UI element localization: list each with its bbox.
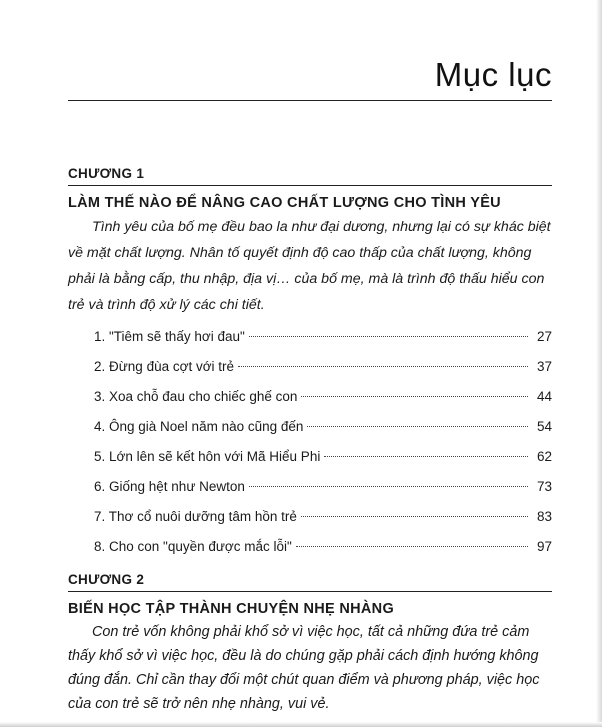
toc-entry-title: 2. Đừng đùa cợt với trẻ (94, 359, 235, 374)
chapter-intro: Con trẻ vốn không phải khổ sở vì việc học, tất cả những đứa trẻ cảm thấy khổ sở vì việc học, đều là do chúng gặp phải cách định hướng không đúng đắn. Chỉ cần thay đổi một chút quan điểm và phương pháp, việc học của con trẻ sẽ trở nên nhẹ nhàng, vui vẻ. (68, 624, 540, 712)
toc-page-number: 27 (536, 329, 552, 344)
toc-leader-dots (324, 456, 528, 457)
toc-entry[interactable] (68, 472, 552, 502)
toc-leader-dots (238, 366, 528, 367)
chapter-heading: LÀM THẾ NÀO ĐỂ NÂNG CAO CHẤT LƯỢNG CHO TÌNH YÊU (68, 195, 501, 211)
toc-list (68, 322, 552, 562)
toc-entry-title: 6. Giống hệt như Newton (94, 479, 245, 494)
toc-entry-title: 3. Xoa chỗ đau cho chiếc ghế con (94, 389, 298, 404)
scan-bottom-shadow (0, 722, 602, 727)
toc-entry-title: 8. Cho con "quyền được mắc lỗi" (94, 539, 292, 554)
toc-entry[interactable] (68, 382, 552, 412)
toc-leader-dots (301, 396, 528, 397)
chapter-label: CHƯƠNG 1 (68, 166, 552, 186)
toc-leader-dots (307, 426, 528, 427)
chapter-1-section (68, 166, 552, 562)
chapter-label: CHƯƠNG 2 (68, 572, 552, 592)
toc-page-number: 54 (536, 419, 552, 434)
toc-entry-title: 5. Lớn lên sẽ kết hôn với Mã Hiểu Phi (94, 449, 321, 464)
toc-entry[interactable] (68, 352, 552, 382)
toc-entry[interactable] (68, 502, 552, 532)
toc-page-number: 62 (536, 449, 552, 464)
scan-edge-shadow (596, 0, 602, 727)
chapter-heading: BIẾN HỌC TẬP THÀNH CHUYỆN NHẸ NHÀNG (68, 601, 395, 617)
chapter-2-section (68, 572, 552, 716)
toc-leader-dots (301, 516, 528, 517)
toc-leader-dots (296, 546, 528, 547)
toc-page-number: 97 (536, 539, 552, 554)
toc-entry[interactable] (68, 322, 552, 352)
title-divider (68, 100, 552, 101)
toc-page-number: 37 (536, 359, 552, 374)
toc-entry-title: 1. "Tiêm sẽ thấy hơi đau" (94, 329, 245, 344)
toc-entry[interactable] (68, 442, 552, 472)
toc-leader-dots (249, 336, 528, 337)
page-title: Mục lục (434, 56, 552, 93)
toc-page-number: 44 (536, 389, 552, 404)
toc-page-number: 73 (536, 479, 552, 494)
chapter-intro: Tình yêu của bố mẹ đều bao la như đại dương, nhưng lại có sự khác biệt về mặt chất lượng. Nhân tố quyết định độ cao thấp của chất lượng, không phải là bằng cấp, thu nhập, địa vị… của bố mẹ, mà là trình độ thấu hiểu con trẻ và trình độ xử lý các chi tiết. (68, 219, 551, 313)
toc-entry[interactable] (68, 532, 552, 562)
toc-page-number: 83 (536, 509, 552, 524)
toc-entry-title: 4. Ông già Noel năm nào cũng đến (94, 419, 304, 434)
toc-entry[interactable] (68, 412, 552, 442)
toc-entry-title: 7. Thơ cổ nuôi dưỡng tâm hồn trẻ (94, 509, 297, 524)
toc-leader-dots (249, 486, 528, 487)
